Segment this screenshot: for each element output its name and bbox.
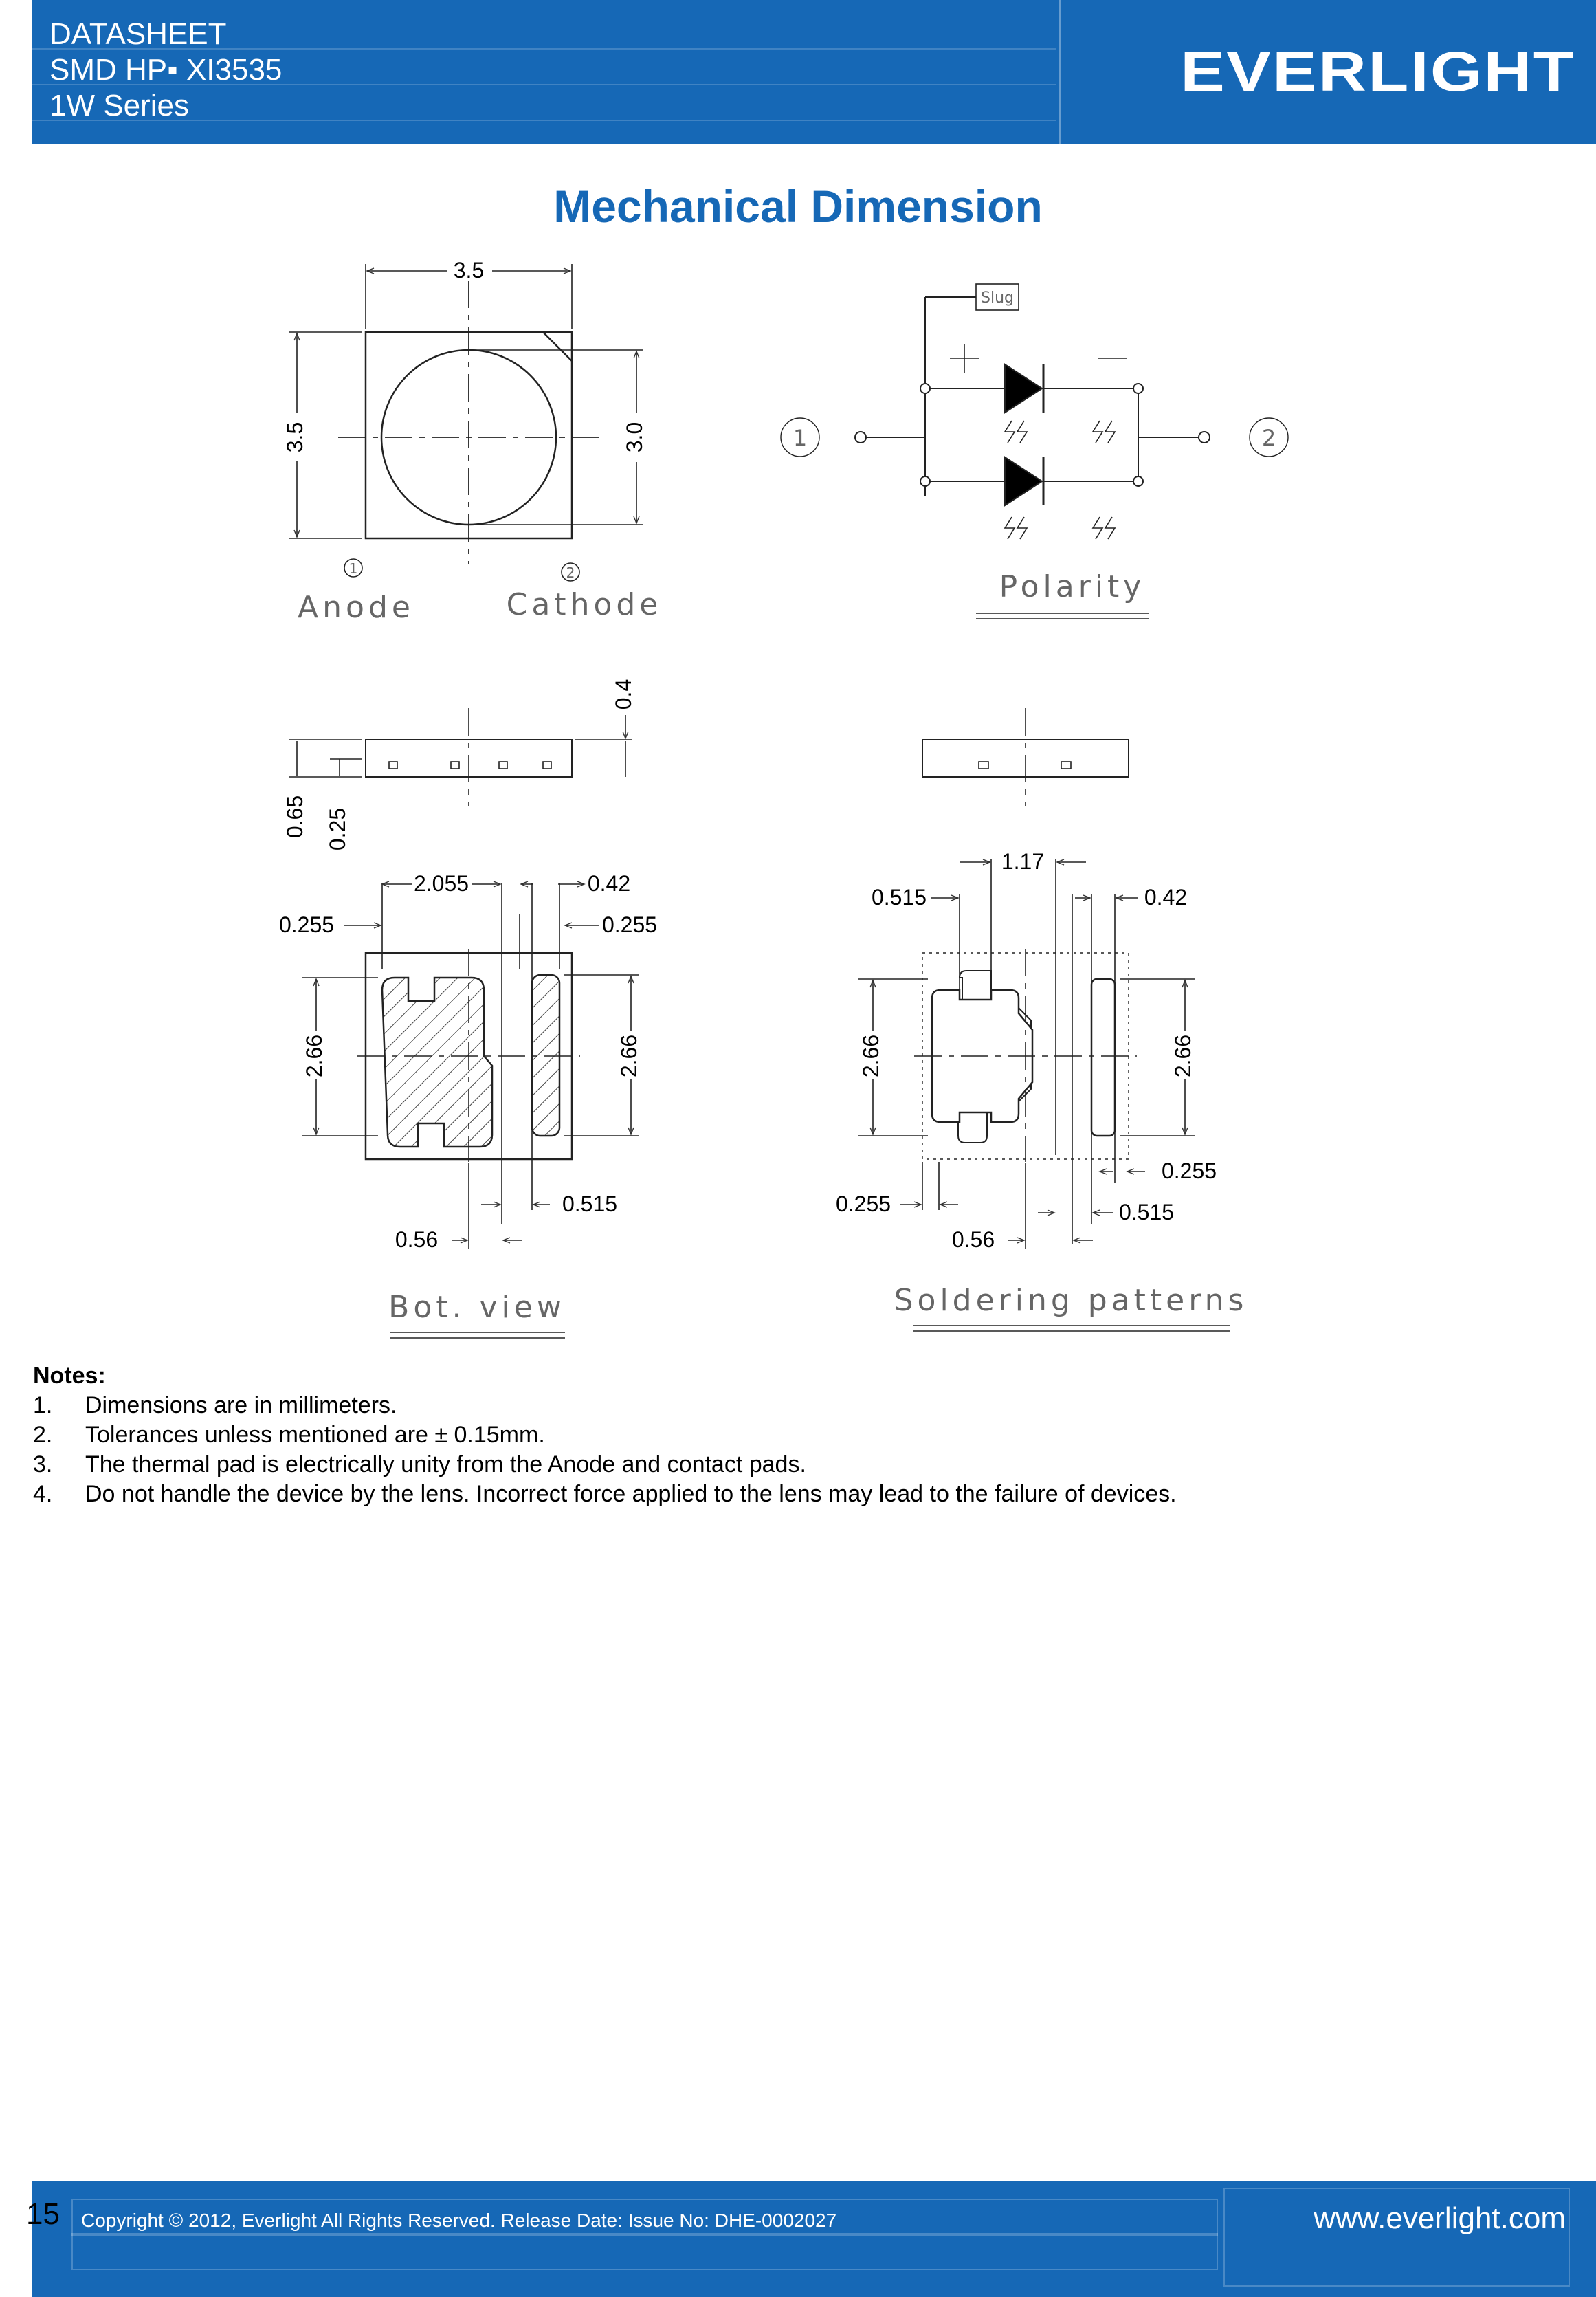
- notes-section: [33, 1361, 1177, 1509]
- note-text: Dimensions are in millimeters.: [85, 1392, 397, 1418]
- cathode-pin-number: 2: [566, 564, 575, 581]
- dim-solder-pad-offset: 0.515: [1118, 1200, 1175, 1224]
- product-name: SMD HP▪ XI3535: [49, 53, 282, 87]
- soldering-pattern: [858, 859, 1195, 1249]
- side-view-left: [289, 708, 632, 806]
- dim-body-height: 0.65: [282, 795, 307, 839]
- dim-right-margin: 0.255: [601, 912, 658, 937]
- dim-cathode-pad-height: 2.66: [617, 1034, 641, 1078]
- dim-top-width: 3.5: [453, 258, 485, 283]
- dim-thermal-pad-width: 2.055: [413, 871, 469, 896]
- dim-cathode-pad-width: 0.42: [587, 871, 631, 896]
- note-item: [33, 1420, 1177, 1450]
- copyright-text: Copyright © 2012, Everlight All Rights Reserved. Release Date: Issue No: DHE-0002027: [81, 2210, 837, 2231]
- note-number: 2.: [33, 1422, 53, 1448]
- notes-heading: Notes:: [33, 1363, 106, 1389]
- note-item: [33, 1480, 1177, 1509]
- dim-lens-thickness: 0.4: [611, 679, 636, 710]
- soldering-pattern-label: Soldering patterns: [894, 1283, 1248, 1318]
- dim-solder-right-margin: 0.255: [1161, 1158, 1217, 1183]
- dim-solder-cathode-width: 0.42: [1144, 885, 1188, 910]
- dim-left-margin: 0.255: [278, 912, 335, 937]
- dim-solder-height-right: 2.66: [1171, 1034, 1195, 1078]
- note-item: [33, 1450, 1177, 1480]
- polarity-schematic: [781, 284, 1288, 539]
- side-view-right: [922, 708, 1129, 806]
- website-link[interactable]: www.everlight.com: [1314, 2201, 1566, 2235]
- anode-label: Anode: [298, 590, 414, 625]
- note-text: Do not handle the device by the lens. Incorrect force applied to the lens may lead to the failure of devices.: [85, 1481, 1177, 1507]
- note-text: Tolerances unless mentioned are ± 0.15mm.: [85, 1422, 545, 1448]
- thermal-pad: [382, 978, 492, 1147]
- page-title: Mechanical Dimension: [553, 181, 1043, 232]
- dim-solder-height-left: 2.66: [858, 1034, 883, 1078]
- cathode-pad: [532, 975, 559, 1136]
- note-number: 1.: [33, 1392, 53, 1418]
- everlight-logo: EVERLIGHT: [1180, 41, 1575, 103]
- slug-label: Slug: [981, 289, 1014, 307]
- dim-pad-gap: 0.56: [395, 1227, 439, 1252]
- dim-solder-gap: 0.56: [951, 1227, 995, 1252]
- footer-frame: [71, 2233, 1218, 2270]
- footer-bar: [32, 2181, 1596, 2297]
- terminal-2-label: 2: [1261, 425, 1276, 451]
- dim-pad-height: 0.25: [325, 807, 350, 851]
- dim-solder-center-width: 1.17: [1001, 849, 1045, 874]
- dim-thermal-pad-height: 2.66: [302, 1034, 326, 1078]
- led-diode-1: [1005, 364, 1042, 413]
- note-item: [33, 1391, 1177, 1420]
- dim-solder-left-margin: 0.255: [835, 1191, 891, 1216]
- bottom-view-label: Bot. view: [388, 1290, 566, 1325]
- note-text: The thermal pad is electrically unity from the Anode and contact pads.: [85, 1451, 806, 1477]
- dim-solder-neck: 0.515: [871, 885, 927, 910]
- page-number: 15: [26, 2197, 60, 2231]
- dim-lens-diameter: 3.0: [622, 421, 647, 453]
- top-view: [289, 264, 643, 581]
- polarity-chamfer: [543, 332, 572, 361]
- dim-top-height: 3.5: [282, 421, 307, 453]
- led-diode-2: [1005, 457, 1042, 505]
- polarity-label: Polarity: [999, 569, 1146, 604]
- product-series: 1W Series: [49, 89, 189, 122]
- note-number: 4.: [33, 1481, 53, 1507]
- note-number: 3.: [33, 1451, 53, 1477]
- cathode-label: Cathode: [506, 587, 663, 622]
- terminal-1-label: 1: [793, 425, 808, 451]
- dim-pad-offset: 0.515: [562, 1191, 618, 1216]
- cathode-pad-footprint: [1091, 979, 1115, 1136]
- anode-pin-number: 1: [348, 560, 358, 577]
- doc-type: DATASHEET: [49, 17, 227, 51]
